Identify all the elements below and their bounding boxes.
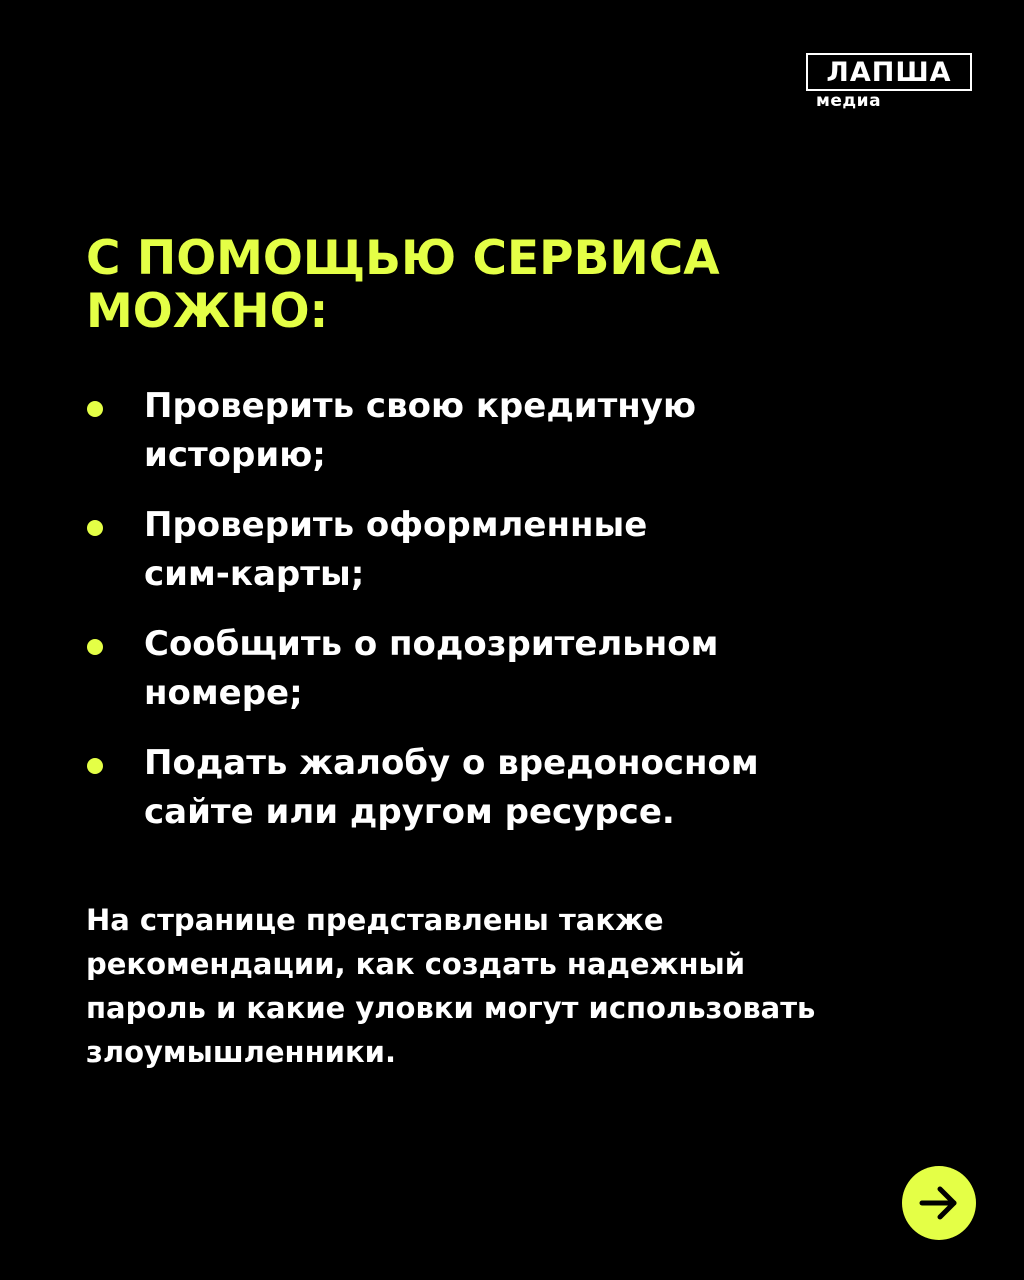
logo [806, 53, 976, 115]
next-slide-button[interactable] [902, 1166, 976, 1240]
note-line: На странице представлены также [86, 903, 664, 937]
feature-item-suspicious-number [86, 620, 946, 718]
bullet-dot-icon [87, 639, 103, 655]
feature-item-line: историю; [144, 435, 326, 475]
note-line: пароль и какие уловки могут использовать [86, 991, 816, 1025]
arrow-right-icon [917, 1181, 961, 1225]
note-line: рекомендации, как создать надежный [86, 947, 746, 981]
bullet-dot-icon [87, 520, 103, 536]
feature-item-malicious-site [86, 739, 946, 837]
logo-subtitle: медиа [816, 91, 882, 111]
feature-item-credit-history [86, 382, 946, 480]
logo-box [806, 53, 972, 91]
page-title-line: С ПОМОЩЬЮ СЕРВИСА [86, 231, 720, 286]
feature-item-line: Сообщить о подозрительном [144, 624, 719, 664]
bullet-dot-icon [87, 758, 103, 774]
feature-item-line: сайте или другом ресурсе. [144, 792, 675, 832]
feature-item-line: сим-карты; [144, 554, 365, 594]
logo-word: ЛАПША [826, 56, 952, 88]
page-title-line: МОЖНО: [86, 284, 329, 339]
page-title [86, 232, 886, 338]
bullet-dot-icon [87, 401, 103, 417]
note-paragraph [86, 898, 966, 1074]
note-line: злоумышленники. [86, 1035, 396, 1069]
feature-item-sim-cards [86, 501, 946, 599]
feature-item-line: Проверить оформленные [144, 505, 648, 545]
feature-item-line: номере; [144, 673, 303, 713]
feature-item-line: Подать жалобу о вредоносном [144, 743, 759, 783]
feature-list [86, 382, 946, 858]
feature-item-line: Проверить свою кредитную [144, 386, 697, 426]
